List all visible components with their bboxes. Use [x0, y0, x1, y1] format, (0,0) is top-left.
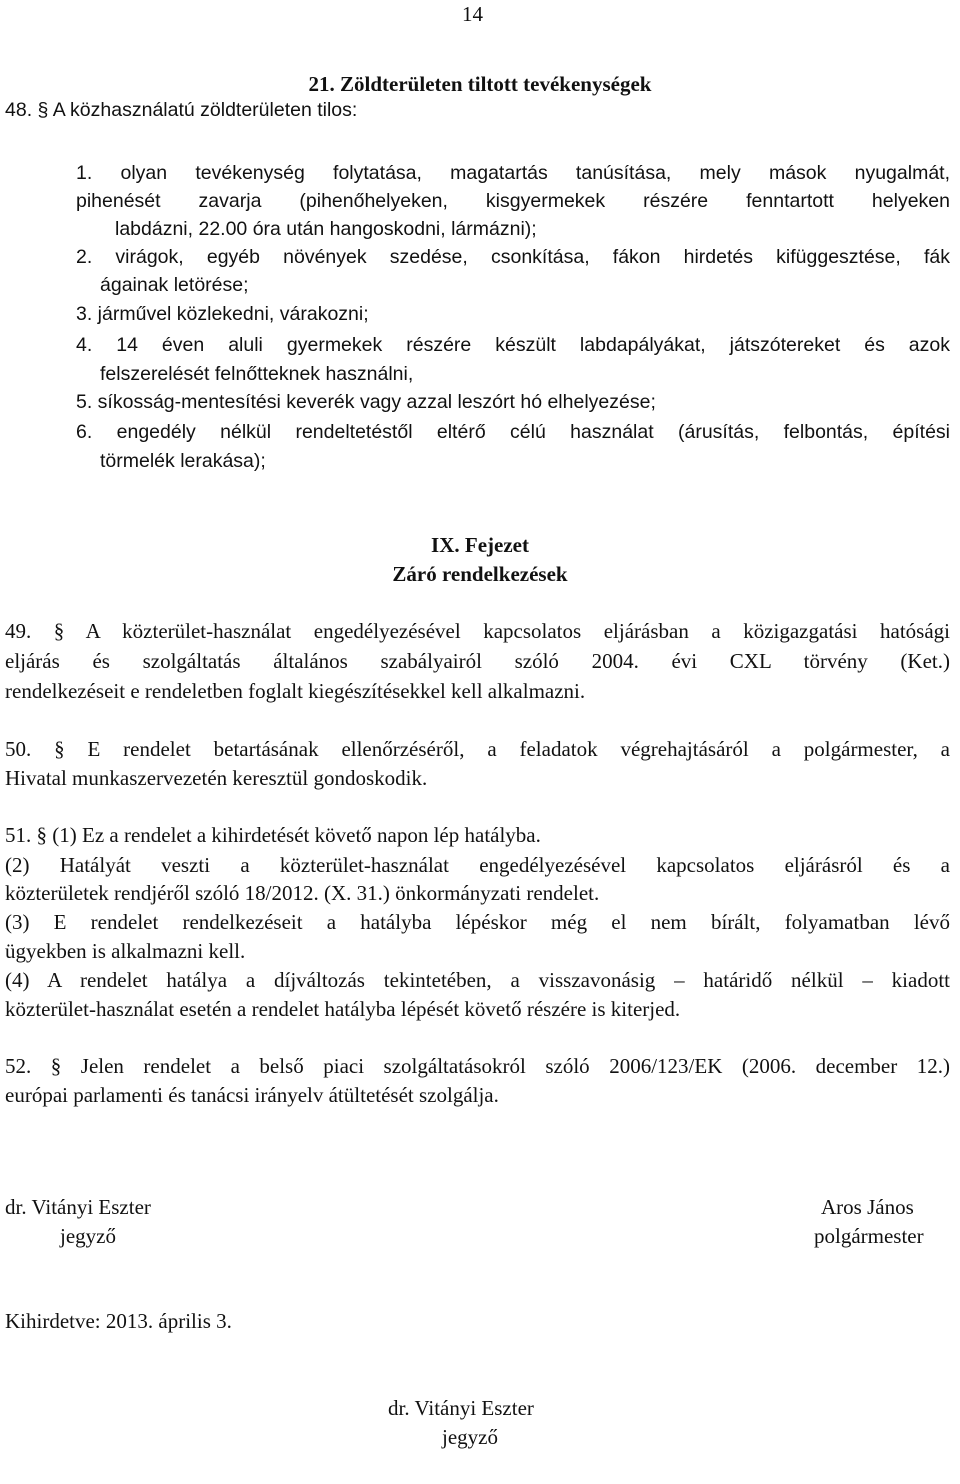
paragraph-51-s2-line-2: közterületek rendjéről szóló 18/2012. (X. 31.) önkormányzati rendelet.	[5, 881, 600, 905]
item-4-line-1: 4. 14 éven aluli gyermekek részére készült labdapályákat, játszótereket és azok	[76, 334, 950, 356]
section-title: 21. Zöldterületen tiltott tevékenységek	[308, 72, 652, 96]
item-4-line-2: felszerelését felnőtteknek használni,	[100, 363, 414, 385]
paragraph-51-s4-line-1: (4) A rendelet hatálya a díjváltozás tekintetében, a visszavonásig – határidő nélkül – kiadott	[5, 968, 950, 992]
item-1-line-1: 1. olyan tevékenység folytatása, magatartás tanúsítása, mely mások nyugalmát,	[76, 162, 950, 184]
paragraph-49-line-2: eljárás és szolgáltatás általános szabályairól szóló 2004. évi CXL törvény (Ket.)	[5, 649, 950, 673]
paragraph-51-s2-line-1: (2) Hatályát veszti a közterület-használat engedélyezésével kapcsolatos eljárásról és a	[5, 853, 950, 877]
page-number: 14	[462, 2, 483, 26]
promulgation-date: Kihirdetve: 2013. április 3.	[5, 1309, 232, 1333]
paragraph-52-line-2: európai parlamenti és tanácsi irányelv átültetését szolgálja.	[5, 1083, 499, 1107]
paragraph-50-line-2: Hivatal munkaszervezetén keresztül gondoskodik.	[5, 766, 428, 790]
chapter-number: IX. Fejezet	[431, 533, 529, 557]
item-1-line-2: pihenését zavarja (pihenőhelyeken, kisgyermekek részére fenntartott helyeken	[76, 190, 950, 212]
signature-left-title: jegyző	[60, 1224, 116, 1248]
item-3: 3. járművel közlekedni, várakozni;	[76, 303, 369, 325]
paragraph-48-intro: 48. § A közhasználatú zöldterületen tilos:	[5, 99, 358, 121]
paragraph-51-s3-line-2: ügyekben is alkalmazni kell.	[5, 939, 246, 963]
paragraph-51-s1: 51. § (1) Ez a rendelet a kihirdetését követő napon lép hatályba.	[5, 823, 541, 847]
item-6-line-1: 6. engedély nélkül rendeltetéstől eltérő célú használat (árusítás, felbontás, építési	[76, 421, 950, 443]
paragraph-49-line-3: rendelkezéseit e rendeletben foglalt kiegészítésekkel kell alkalmazni.	[5, 679, 586, 703]
paragraph-51-s4-line-2: közterület-használat esetén a rendelet hatályba lépését követő részére is kiterjed.	[5, 997, 681, 1021]
paragraph-52-line-1: 52. § Jelen rendelet a belső piaci szolgáltatásokról szóló 2006/123/EK (2006. december 12.)	[5, 1054, 950, 1078]
paragraph-49-line-1: 49. § A közterület-használat engedélyezésével kapcsolatos eljárásban a közigazgatási hatósági	[5, 619, 950, 643]
paragraph-51-s3-line-1: (3) E rendelet rendelkezéseit a hatályba lépéskor még el nem bírált, folyamatban lévő	[5, 910, 950, 934]
promulgation-title: jegyző	[442, 1425, 498, 1449]
paragraph-50-line-1: 50. § E rendelet betartásának ellenőrzéséről, a feladatok végrehajtásáról a polgármester, a	[5, 737, 950, 761]
signature-left-name: dr. Vitányi Eszter	[5, 1195, 151, 1219]
signature-right-name: Aros János	[821, 1195, 914, 1219]
signature-right-title: polgármester	[814, 1224, 924, 1248]
promulgation-name: dr. Vitányi Eszter	[388, 1396, 534, 1420]
chapter-title: Záró rendelkezések	[392, 562, 568, 586]
item-2-line-1: 2. virágok, egyéb növények szedése, csonkítása, fákon hirdetés kifüggesztése, fák	[76, 246, 950, 268]
item-6-line-2: törmelék lerakása);	[100, 450, 266, 472]
item-5: 5. síkosság-mentesítési keverék vagy azzal leszórt hó elhelyezése;	[76, 391, 656, 413]
item-1-line-3: labdázni, 22.00 óra után hangoskodni, lármázni);	[115, 218, 537, 240]
item-2-line-2: ágainak letörése;	[100, 274, 249, 296]
